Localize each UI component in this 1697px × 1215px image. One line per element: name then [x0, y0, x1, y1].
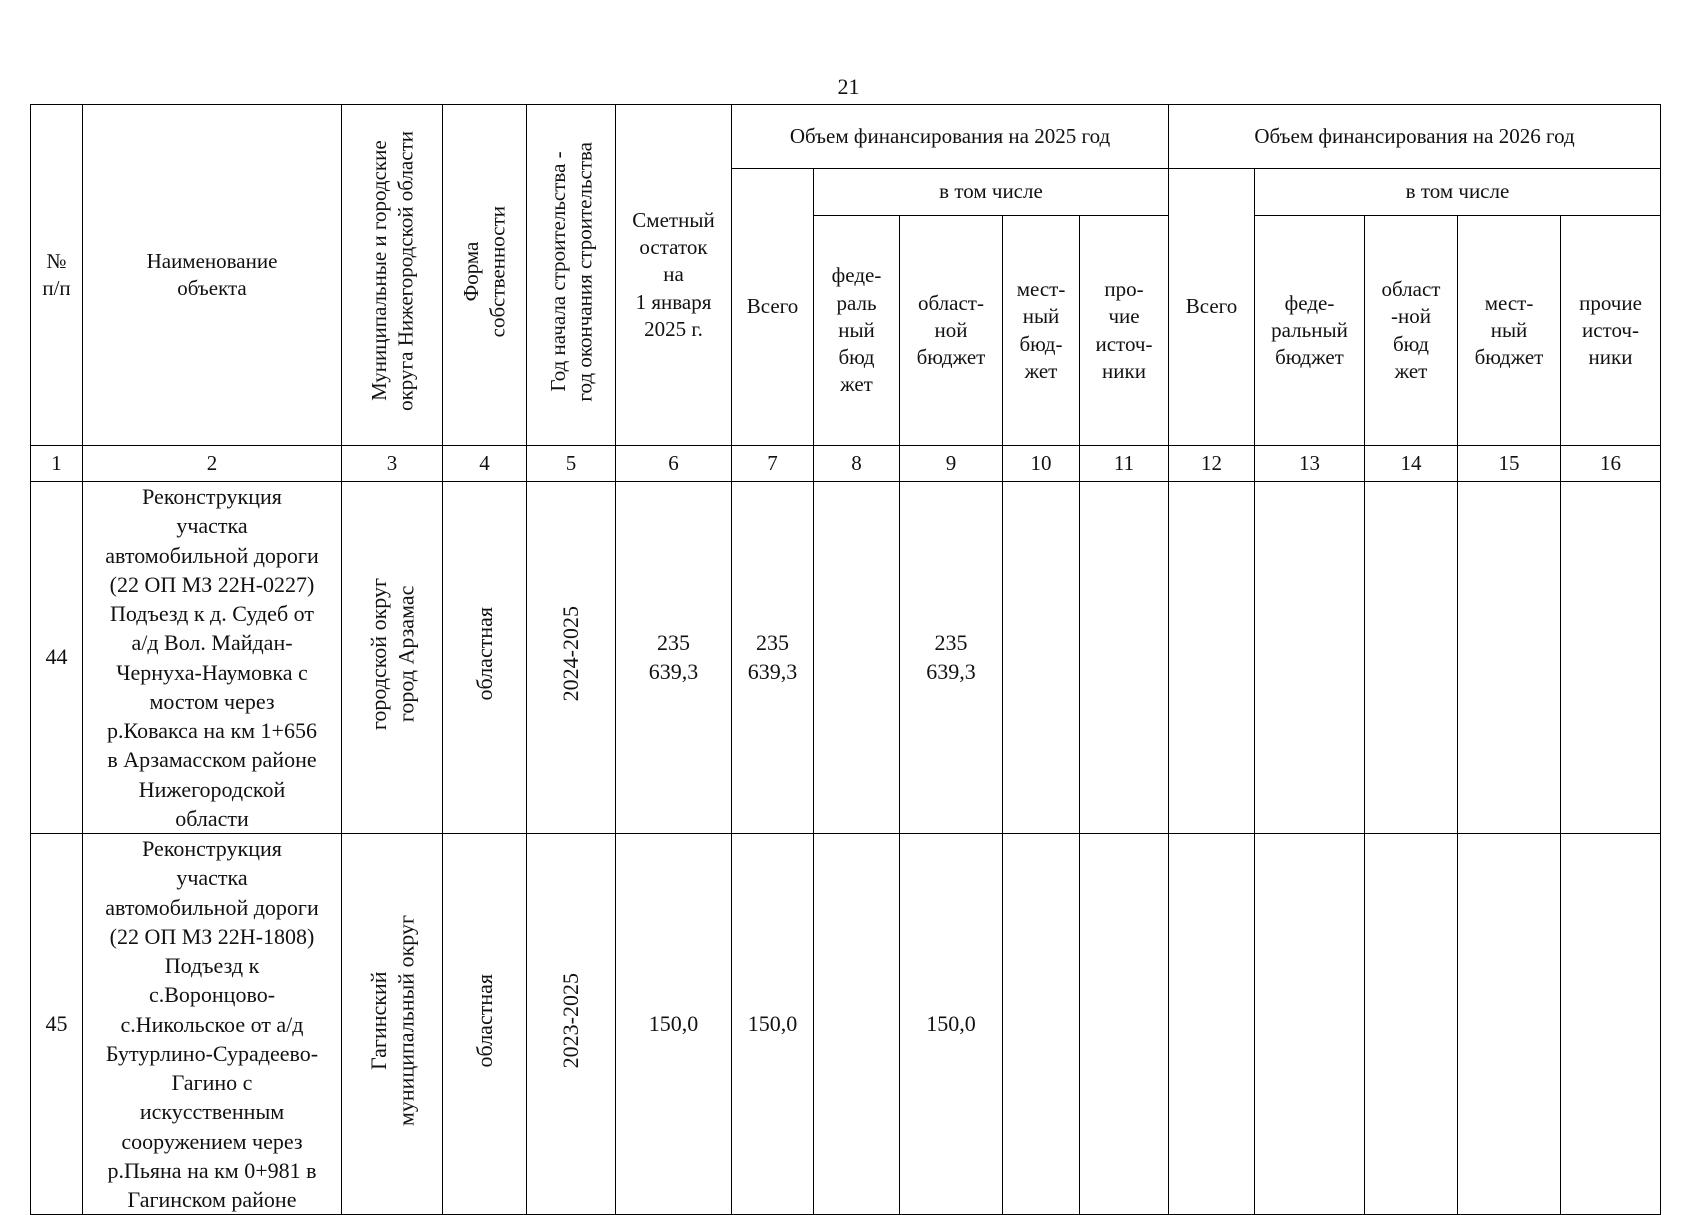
header-obl-2025: област- ной бюджет: [900, 216, 1003, 446]
header-group-2025: Объем финансирования на 2025 год: [732, 105, 1169, 169]
ownership: областная: [443, 482, 527, 834]
row-number: 45: [31, 834, 83, 1215]
financing-table: [30, 104, 1661, 1215]
header-proch-2026: прочие источ- ники: [1561, 216, 1661, 446]
header-total-2025: Всего: [732, 169, 814, 446]
total-2026: [1169, 482, 1255, 834]
header-proch-2025: про- чие источ- ники: [1080, 216, 1169, 446]
proch-2026: [1561, 482, 1661, 834]
header-col-estimate: Сметный остаток на 1 января 2025 г.: [616, 105, 732, 446]
column-number: 7: [732, 446, 814, 482]
total-2025: 150,0: [732, 834, 814, 1215]
page-number: 21: [837, 74, 860, 99]
column-number: 3: [342, 446, 443, 482]
column-number-row: [31, 446, 1661, 482]
table-row: [31, 482, 1661, 834]
fed-2025: [814, 482, 900, 834]
column-number: 13: [1255, 446, 1365, 482]
estimate-remainder: 150,0: [616, 834, 732, 1215]
construction-years: 2023-2025: [527, 834, 616, 1215]
estimate-remainder: 235 639,3: [616, 482, 732, 834]
column-number: 6: [616, 446, 732, 482]
column-number: 11: [1080, 446, 1169, 482]
municipality: городской округ город Арзамас: [342, 482, 443, 834]
header-fed-2025: феде- раль ный бюд жет: [814, 216, 900, 446]
column-number: 1: [31, 446, 83, 482]
mest-2025: [1003, 834, 1080, 1215]
row-number: 44: [31, 482, 83, 834]
header-including-2025: в том числе: [814, 169, 1169, 216]
column-number: 2: [83, 446, 342, 482]
total-2025: 235 639,3: [732, 482, 814, 834]
column-number: 14: [1365, 446, 1458, 482]
header-obl-2026: област -ной бюд жет: [1365, 216, 1458, 446]
municipality: Гагинский муниципальный округ: [342, 834, 443, 1215]
header-mest-2025: мест- ный бюд- жет: [1003, 216, 1080, 446]
fed-2026: [1255, 834, 1365, 1215]
fed-2026: [1255, 482, 1365, 834]
mest-2026: [1458, 834, 1561, 1215]
proch-2025: [1080, 834, 1169, 1215]
column-number: 10: [1003, 446, 1080, 482]
header-fed-2026: феде- ральный бюджет: [1255, 216, 1365, 446]
column-number: 16: [1561, 446, 1661, 482]
column-number: 15: [1458, 446, 1561, 482]
column-number: 12: [1169, 446, 1255, 482]
header-including-2026: в том числе: [1255, 169, 1661, 216]
obl-2026: [1365, 834, 1458, 1215]
header-col-municipality: Муниципальные и городские округа Нижегородской области: [342, 105, 443, 446]
column-number: 5: [527, 446, 616, 482]
ownership: областная: [443, 834, 527, 1215]
header-group-2026: Объем финансирования на 2026 год: [1169, 105, 1661, 169]
column-number: 9: [900, 446, 1003, 482]
column-number: 4: [443, 446, 527, 482]
mest-2026: [1458, 482, 1561, 834]
table-row: [31, 834, 1661, 1215]
obl-2025: 150,0: [900, 834, 1003, 1215]
object-name: Реконструкция участка автомобильной дороги (22 ОП МЗ 22Н-0227) Подъезд к д. Судеб от а/д Вол. Майдан- Чернуха-Наумовка с мостом через р.Ковакса на км 1+656 в Арзамасском районе Нижегородской области: [83, 482, 342, 834]
header-total-2026: Всего: [1169, 169, 1255, 446]
obl-2025: 235 639,3: [900, 482, 1003, 834]
proch-2026: [1561, 834, 1661, 1215]
obl-2026: [1365, 482, 1458, 834]
proch-2025: [1080, 482, 1169, 834]
fed-2025: [814, 834, 900, 1215]
header-mest-2026: мест- ный бюджет: [1458, 216, 1561, 446]
object-name: Реконструкция участка автомобильной дороги (22 ОП МЗ 22Н-1808) Подъезд к с.Воронцово- с.Никольское от а/д Бутурлино-Сурадеево- Гагино с искусственным сооружением через р.Пьяна на км 0+981 в Гагинском районе: [83, 834, 342, 1215]
header-col-number: № п/п: [31, 105, 83, 446]
construction-years: 2024-2025: [527, 482, 616, 834]
header-col-years: Год начала строительства - год окончания строительства: [527, 105, 616, 446]
header-col-name: Наименование объекта: [83, 105, 342, 446]
header-col-ownership: Форма собственности: [443, 105, 527, 446]
total-2026: [1169, 834, 1255, 1215]
mest-2025: [1003, 482, 1080, 834]
column-number: 8: [814, 446, 900, 482]
